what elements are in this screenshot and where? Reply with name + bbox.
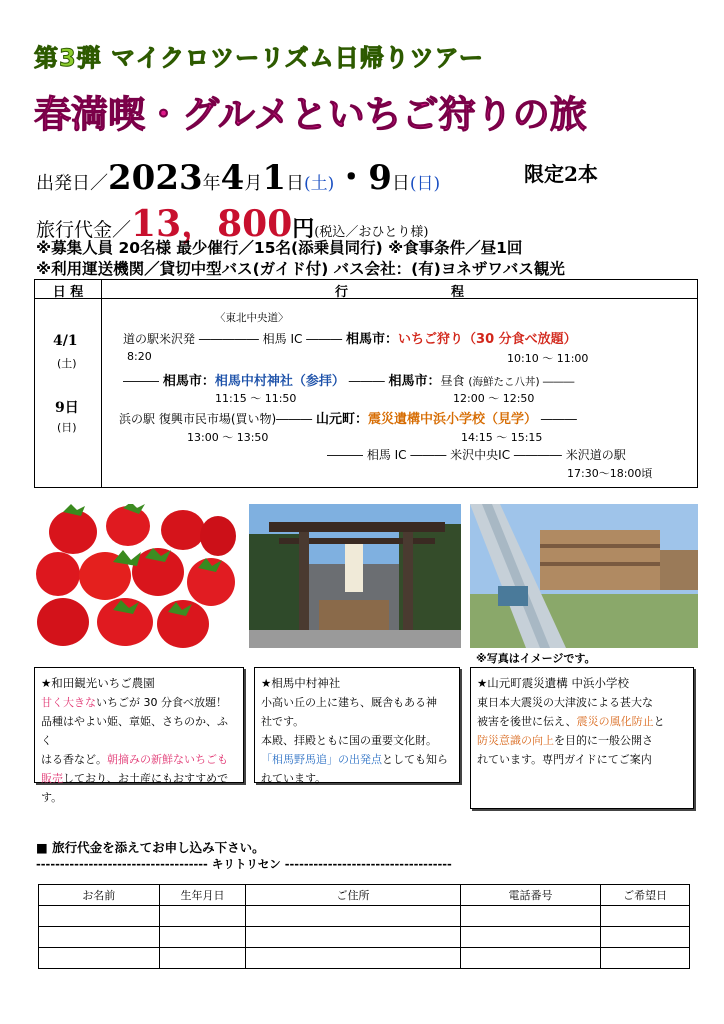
address-field[interactable] bbox=[246, 906, 460, 927]
form-row bbox=[39, 948, 690, 969]
form-col-address: ご住所 bbox=[246, 885, 460, 906]
price-unit: 円 bbox=[292, 216, 315, 242]
route-2-lunch-note: (海鮮たこ八丼) ――― bbox=[468, 376, 575, 388]
box3-text3: を目的に一般公開さ bbox=[554, 734, 653, 747]
box1-highlight1: 甘く大きな bbox=[41, 696, 96, 709]
route-2-mid: ――― bbox=[348, 374, 385, 388]
box3-line1: 東日本大震災の大津波による甚大な bbox=[477, 696, 653, 709]
date-1: 4/1 bbox=[53, 333, 78, 349]
form-col-birthdate: 生年月日 bbox=[159, 885, 246, 906]
departure-year: 2023 bbox=[108, 158, 203, 198]
box3-line4: れています。専門ガイドにてご案内 bbox=[477, 753, 652, 766]
box2-line3: 本殿、拝殿ともに国の重要文化財。 bbox=[261, 734, 437, 747]
shrine-photo bbox=[249, 504, 461, 648]
cut-dashes-right: ----------------------------------- bbox=[284, 857, 452, 871]
schedule-header bbox=[35, 280, 697, 299]
time-3b: 14:15 ～ 15:15 bbox=[461, 431, 543, 444]
birthdate-field[interactable] bbox=[159, 906, 246, 927]
box1-title: ★和田観光いちご農園 bbox=[41, 676, 155, 690]
year-unit: 年 bbox=[202, 173, 221, 194]
box2-line5: れています。 bbox=[261, 772, 327, 785]
phone-field[interactable] bbox=[460, 927, 601, 948]
shrine-image bbox=[249, 504, 461, 648]
month-unit: 月 bbox=[244, 173, 263, 194]
box1-line3 bbox=[41, 750, 237, 769]
address-field[interactable] bbox=[246, 927, 460, 948]
box3-line2 bbox=[477, 712, 687, 731]
info-box-strawberry-farm bbox=[34, 667, 244, 804]
strawberry-cluster bbox=[36, 504, 236, 648]
strawberry-photo bbox=[33, 504, 239, 648]
departure-day2: 9 bbox=[368, 158, 392, 198]
box1-line4 bbox=[41, 769, 237, 788]
phone-field[interactable] bbox=[460, 948, 601, 969]
box1-text1: いちごが 30 分食べ放題！ bbox=[96, 696, 227, 709]
box3-text2: 被害を後世に伝え、 bbox=[477, 715, 577, 728]
main-title: 春満喫・グルメといちご狩りの旅 bbox=[34, 93, 587, 136]
route-2-lunch: 昼食 bbox=[440, 374, 465, 388]
box3-highlight1: 震災の風化防止 bbox=[576, 715, 654, 728]
box1-line2: 品種はやよい姫、章姫、さちのか、ふく bbox=[41, 715, 228, 747]
phone-field[interactable] bbox=[460, 906, 601, 927]
route-3-city: 山元町： bbox=[316, 412, 369, 427]
route-3-start: 浜の駅 復興市民市場(買い物)――― bbox=[119, 412, 313, 426]
route-1-start: 道の駅米沢発 ――――― 相馬 IC ――― bbox=[123, 332, 343, 346]
time-1a: 8:20 bbox=[127, 350, 152, 363]
time-2a: 11:15 ～ 11:50 bbox=[215, 392, 297, 405]
box1-line1 bbox=[41, 693, 237, 712]
box3-text2c: と bbox=[653, 715, 665, 728]
birthdate-field[interactable] bbox=[159, 948, 246, 969]
box1-highlight3: 販売 bbox=[41, 772, 63, 785]
route-row-3 bbox=[119, 408, 577, 427]
form-row bbox=[39, 927, 690, 948]
photo-caption: ※写真はイメージです。 bbox=[476, 652, 596, 665]
date-field[interactable] bbox=[601, 906, 690, 927]
school-image bbox=[470, 504, 698, 648]
address-field[interactable] bbox=[246, 948, 460, 969]
time-2b: 12:00 ～ 12:50 bbox=[453, 392, 535, 405]
name-field[interactable] bbox=[39, 927, 160, 948]
departure-label: 出発日／ bbox=[36, 173, 108, 194]
cut-label: キリトリセン bbox=[211, 857, 281, 871]
route-note: 〈東北中央道〉 bbox=[215, 312, 289, 324]
time-1b: 10:10 ～ 11:00 bbox=[507, 352, 589, 365]
date-2: 9日 bbox=[55, 400, 79, 416]
birthdate-field[interactable] bbox=[159, 927, 246, 948]
school-photo bbox=[470, 504, 698, 648]
form-col-name: お名前 bbox=[39, 885, 160, 906]
form-row bbox=[39, 906, 690, 927]
cut-dashes-left: ------------------------------------ bbox=[36, 857, 208, 871]
time-3a: 13:00 ～ 13:50 bbox=[187, 431, 269, 444]
route-3-spot: 震災遺構中浜小学校（見学） bbox=[368, 412, 538, 427]
cut-line bbox=[36, 856, 692, 872]
box2-title: ★相馬中村神社 bbox=[261, 676, 341, 690]
application-form bbox=[38, 884, 690, 969]
box1-line5: す。 bbox=[41, 791, 63, 804]
weekday-sat: (土) bbox=[303, 174, 335, 194]
box1-text4: しており、お土産にもおすすめで bbox=[63, 772, 229, 785]
box2-line1: 小高い丘の上に建ち、厩舎もある神 bbox=[261, 696, 437, 709]
route-row-1 bbox=[123, 328, 577, 347]
route-2-dash: ――― bbox=[123, 374, 159, 388]
form-col-date: ご希望日 bbox=[601, 885, 690, 906]
box1-highlight2: 朝摘みの新鮮ないちごも bbox=[107, 753, 228, 766]
departure-row bbox=[36, 150, 440, 199]
col-date: 日 程 bbox=[52, 285, 84, 300]
box3-highlight2: 防災意識の向上 bbox=[477, 734, 554, 747]
route-1-city: 相馬市： bbox=[346, 332, 399, 347]
day-unit: 日 bbox=[391, 173, 410, 194]
day-unit: 日 bbox=[285, 173, 304, 194]
route-row-2 bbox=[123, 370, 574, 389]
apply-instruction: ■ 旅行代金を添えてお申し込み下さい。 bbox=[36, 840, 265, 855]
box2-line4 bbox=[261, 750, 453, 769]
departure-day1: 1 bbox=[262, 158, 286, 198]
column-divider bbox=[101, 280, 102, 487]
date-separator: ・ bbox=[334, 158, 369, 198]
route-2-spot: 相馬中村神社（参拝） bbox=[214, 374, 345, 389]
box2-text4: としても知ら bbox=[382, 753, 448, 766]
box1-text3: はる香など。 bbox=[41, 753, 107, 766]
weekday-2: (日) bbox=[57, 421, 77, 434]
col-itinerary-1: 行 bbox=[335, 285, 349, 300]
price-note: (税込／おひとり様) bbox=[314, 225, 429, 240]
limit-badge: 限定2本 bbox=[524, 162, 598, 186]
departure-month: 4 bbox=[220, 158, 245, 198]
route-row-4: ――― 相馬 IC ――― 米沢中央IC ―――― 米沢道の駅 bbox=[327, 448, 626, 462]
box3-line3 bbox=[477, 731, 687, 750]
series-title: 第3弾 マイクロツーリズム日帰りツアー bbox=[34, 44, 484, 72]
form-col-phone: 電話番号 bbox=[460, 885, 601, 906]
conditions-line2: ※利用運送機関／貸切中型バス(ガイド付) バス会社：(有)ヨネザワバス観光 bbox=[36, 260, 565, 278]
schedule-table bbox=[34, 279, 698, 488]
form-header-row bbox=[39, 885, 690, 906]
weekday-sun: (日) bbox=[409, 174, 441, 194]
date-field[interactable] bbox=[601, 927, 690, 948]
date-field[interactable] bbox=[601, 948, 690, 969]
col-itinerary-2: 程 bbox=[451, 285, 465, 300]
conditions-line1: ※募集人員 20名様 最少催行／15名(添乗員同行) ※食事条件／昼1回 bbox=[36, 239, 523, 257]
route-3-end: ――― bbox=[540, 412, 577, 426]
box2-line2: 社です。 bbox=[261, 715, 305, 728]
weekday-1: (土) bbox=[57, 357, 77, 370]
route-1-spot: いちご狩り（30 分食べ放題） bbox=[398, 332, 577, 347]
route-2-city2: 相馬市： bbox=[388, 374, 441, 389]
time-4: 17:30～18:00頃 bbox=[567, 467, 653, 480]
name-field[interactable] bbox=[39, 948, 160, 969]
box3-title: ★山元町震災遺構 中浜小学校 bbox=[477, 676, 629, 690]
route-2-city: 相馬市： bbox=[162, 374, 215, 389]
name-field[interactable] bbox=[39, 906, 160, 927]
price-amount: 13，800 bbox=[131, 203, 293, 245]
box2-highlight: 「相馬野馬追」の出発点 bbox=[261, 753, 382, 766]
info-box-school bbox=[470, 667, 694, 809]
strawberry-image bbox=[33, 504, 239, 648]
price-label: 旅行代金／ bbox=[36, 219, 132, 241]
info-box-shrine bbox=[254, 667, 460, 783]
